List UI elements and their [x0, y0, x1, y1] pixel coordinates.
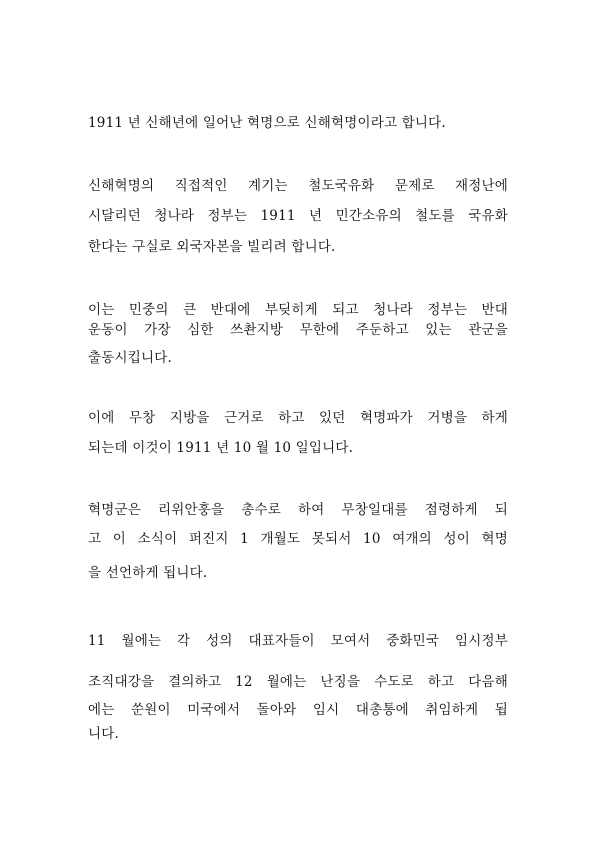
paragraph-3-line-1: 이는 민중의 큰 반대에 부딪히게 되고 청나라 정부는 반대	[88, 302, 508, 318]
paragraph-1-line-1: 1911 년 신해년에 일어난 혁명으로 신해혁명이라고 합니다.	[88, 115, 446, 131]
paragraph-3-line-3: 출동시킵니다.	[88, 350, 172, 366]
paragraph-6-line-1: 11 월에는 각 성의 대표자들이 모여서 중화민국 임시정부	[88, 633, 508, 649]
paragraph-4-line-2: 되는데 이것이 1911 년 10 월 10 일입니다.	[88, 440, 354, 456]
paragraph-6-line-3: 에는 쑨원이 미국에서 돌아와 임시 대총통에 취임하게 됩	[88, 702, 508, 718]
paragraph-2-line-3: 한다는 구실로 외국자본을 빌리려 합니다.	[88, 239, 336, 255]
paragraph-3-line-2: 운동이 가장 심한 쓰촨지방 무한에 주둔하고 있는 관군을	[88, 322, 508, 338]
paragraph-6-line-4: 니다.	[88, 726, 119, 742]
paragraph-5-line-1: 혁명군은 리위안훙을 총수로 하여 무창일대를 점령하게 되	[88, 502, 508, 518]
paragraph-4-line-1: 이에 무창 지방을 근거로 하고 있던 혁명파가 거병을 하게	[88, 410, 508, 426]
paragraph-6-line-2: 조직대강을 결의하고 12 월에는 난징을 수도로 하고 다음해	[88, 674, 508, 690]
paragraph-5-line-3: 을 선언하게 됩니다.	[88, 565, 208, 581]
paragraph-5-line-2: 고 이 소식이 퍼진지 1 개월도 못되서 10 여개의 성이 혁명	[88, 531, 508, 547]
paragraph-2-line-2: 시달리던 청나라 정부는 1911 년 민간소유의 철도를 국유화	[88, 208, 508, 224]
paragraph-2-line-1: 신해혁명의 직접적인 계기는 철도국유화 문제로 재정난에	[88, 178, 508, 194]
